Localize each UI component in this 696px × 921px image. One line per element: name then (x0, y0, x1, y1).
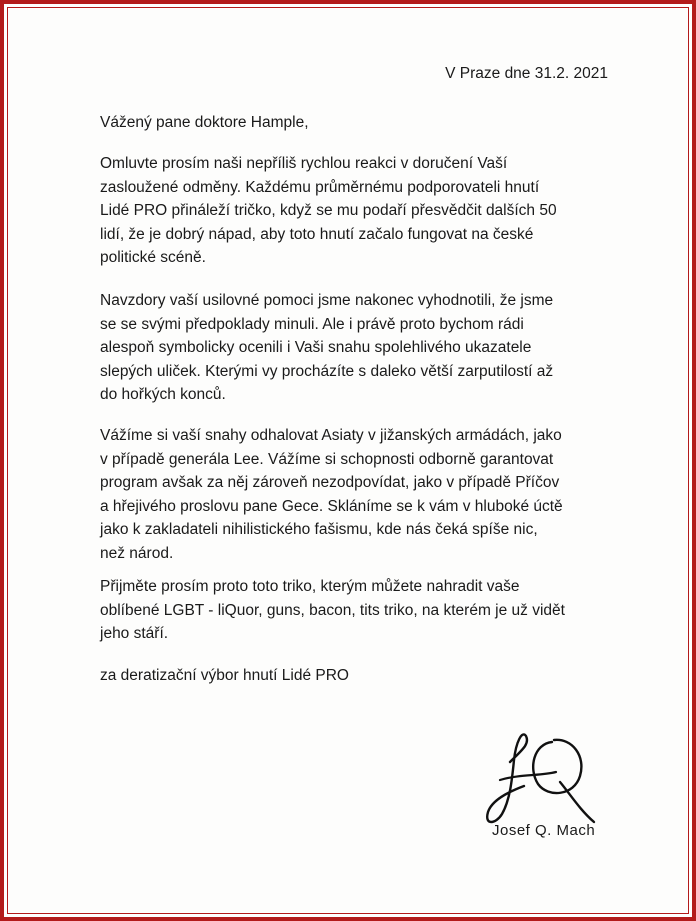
paragraph-line: zasloužené odměny. Každému průměrnému podporovateli hnutí (100, 178, 540, 196)
date-line: V Praze dne 31.2. 2021 (445, 65, 608, 82)
paragraph-2 (100, 289, 630, 407)
signer-name: Josef Q. Mach (492, 822, 596, 839)
paragraph-line: Vážíme si vaší snahy odhalovat Asiaty v jižanských armádách, jako (100, 427, 562, 444)
paragraph-line: a hřejivého proslovu pane Gece. Skláníme se k vám v hluboké úctě (100, 497, 563, 515)
paragraph-line: jako k zakladateli nihilistického fašismu, kde nás čeká spíše nic, (100, 521, 538, 538)
handwritten-signature (470, 722, 600, 837)
paragraph-4 (100, 575, 630, 646)
paragraph-line: alespoň symbolicky ocenili i Vaši snahu spolehlivého ukazatele (100, 339, 532, 356)
paragraph-line: Přijměte prosím proto toto triko, kterým můžete nahradit vaše (100, 578, 520, 595)
closing-line: za deratizační výbor hnutí Lidé PRO (100, 667, 349, 684)
signature-stroke (560, 782, 594, 822)
paragraph-line: lidí, že je dobrý nápad, aby toto hnutí začalo fungovat na české (100, 225, 534, 243)
paragraph-line: než národ. (100, 544, 174, 562)
paragraph-line: se se svými předpoklady minuli. Ale i právě proto bychom rádi (100, 315, 524, 333)
paragraph-1 (100, 152, 630, 270)
paragraph-line: oblíbené LGBT - liQuor, guns, bacon, tits triko, na kterém je už vidět (100, 601, 565, 619)
signature-stroke (500, 772, 556, 780)
salutation: Vážený pane doktore Hample, (100, 114, 309, 131)
paragraph-line: Omluvte prosím naši nepříliš rychlou reakci v doručení Vaší (100, 155, 508, 172)
paragraph-line: politické scéně. (100, 249, 206, 266)
paragraph-line: do hořkých konců. (100, 386, 226, 403)
paragraph-3 (100, 424, 630, 565)
paragraph-line: slepých uliček. Kterými vy procházíte s daleko větší zarputilostí až (100, 362, 554, 380)
paragraph-line: v případě generála Lee. Vážíme si schopnosti odborně garantovat (100, 450, 554, 468)
paragraph-line: Navzdory vaší usilovné pomoci jsme nakonec vyhodnotili, že jsme (100, 292, 554, 309)
paragraph-line: Lidé PRO přináleží tričko, když se mu podaří přesvědčit dalších 50 (100, 202, 557, 219)
paragraph-line: program avšak za něj zároveň nezodpovídat, jako v případě Příčov (100, 474, 560, 491)
paragraph-line: jeho stáří. (100, 625, 169, 642)
signature-stroke (533, 740, 581, 793)
